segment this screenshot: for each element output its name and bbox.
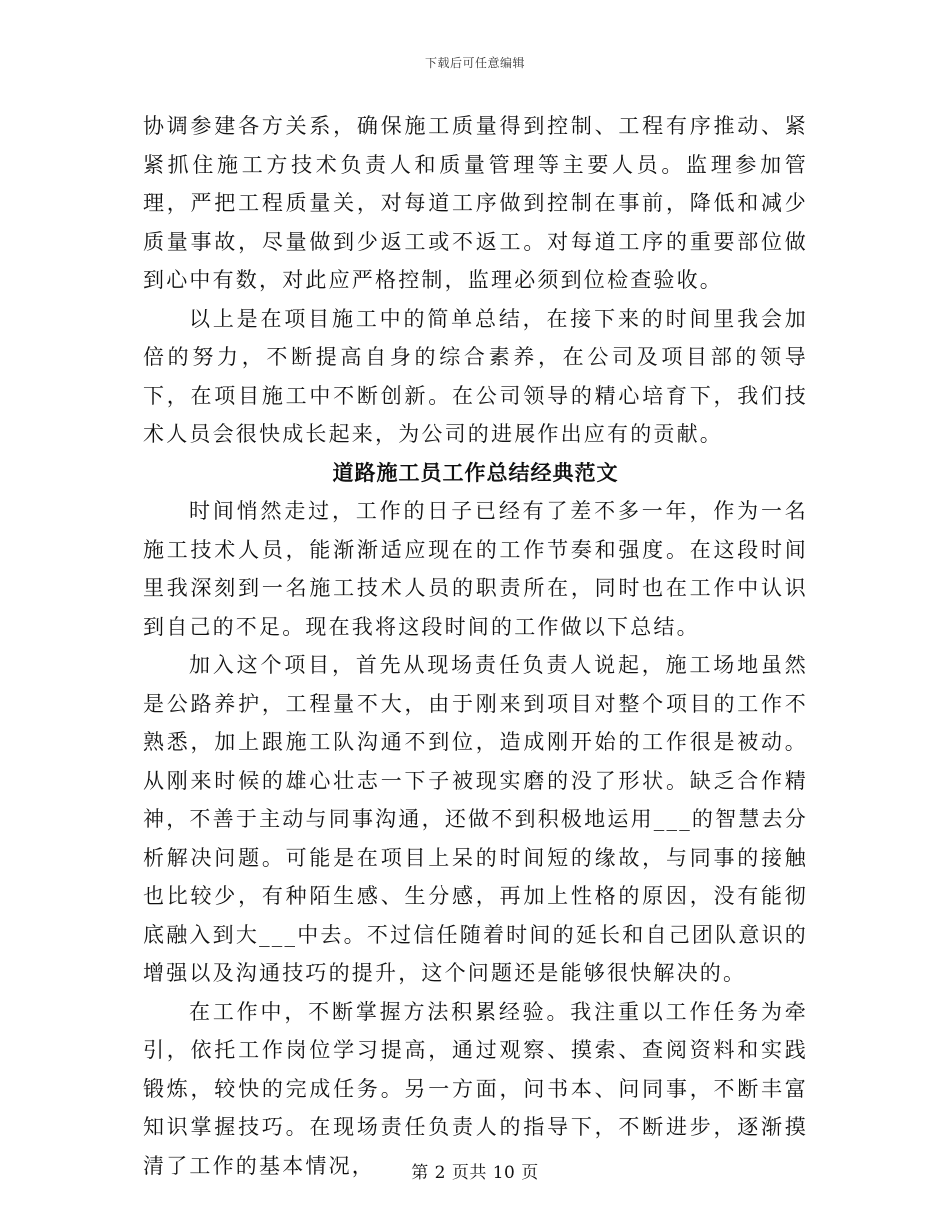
page-header: 下载后可任意编辑 (424, 56, 525, 70)
paragraph-continued: 协调参建各方关系，确保施工质量得到控制、工程有序推动、紧紧抓住施工方技术负责人和质量管理等主要人员。监理参加管理，严把工程质量关，对每道工序做到控制在事前，降低和减少质量事故，尽量做到少返工或不返工。对每道工序的重要部位做到心中有数，对此应严格控制，监理必须到位检查验收。 (143, 114, 808, 292)
section-title: 道路施工员工作总结经典范文 (332, 459, 619, 485)
page-content (143, 107, 808, 1185)
paragraph-work: 在工作中，不断掌握方法积累经验。我注重以工作任务为牵引，依托工作岗位学习提高，通过观察、摸索、查阅资料和实践锻炼，较快的完成任务。另一方面，问书本、问同事，不断丰富知识掌握技巧。在现场责任负责人的指导下，不断进步，逐渐摸清了工作的基本情况， (143, 999, 808, 1178)
paragraph-intro: 时间悄然走过，工作的日子已经有了差不多一年，作为一名施工技术人员，能渐渐适应现在的工作节奏和强度。在这段时间里我深刻到一名施工技术人员的职责所在，同时也在工作中认识到自己的不足。现在我将这段时间的工作做以下总结。 (143, 499, 808, 639)
paragraph-project: 加入这个项目，首先从现场责任负责人说起，施工场地虽然是公路养护，工程量不大，由于刚来到项目对整个项目的工作不熟悉，加上跟施工队沟通不到位，造成刚开始的工作很是被动。从刚来时候的雄心壮志一下子被现实磨的没了形状。缺乏合作精神，不善于主动与同事沟通，还做不到积极地运用___的智慧去分析解决问题。可能是在项目上呆的时间短的缘故，与同事的接触也比较少，有种陌生感、生分感，再加上性格的原因，没有能彻底融入到大___中去。不过信任随着时间的延长和自己团队意识的增强以及沟通技巧的提升，这个问题还是能够很快解决的。 (143, 653, 808, 985)
page-footer: 第 2 页共 10 页 (411, 1163, 539, 1183)
paragraph-summary: 以上是在项目施工中的简单总结，在接下来的时间里我会加倍的努力，不断提高自身的综合素养，在公司及项目部的领导下，在项目施工中不断创新。在公司领导的精心培育下，我们技术人员会很快成长起来，为公司的进展作出应有的贡献。 (143, 306, 808, 446)
